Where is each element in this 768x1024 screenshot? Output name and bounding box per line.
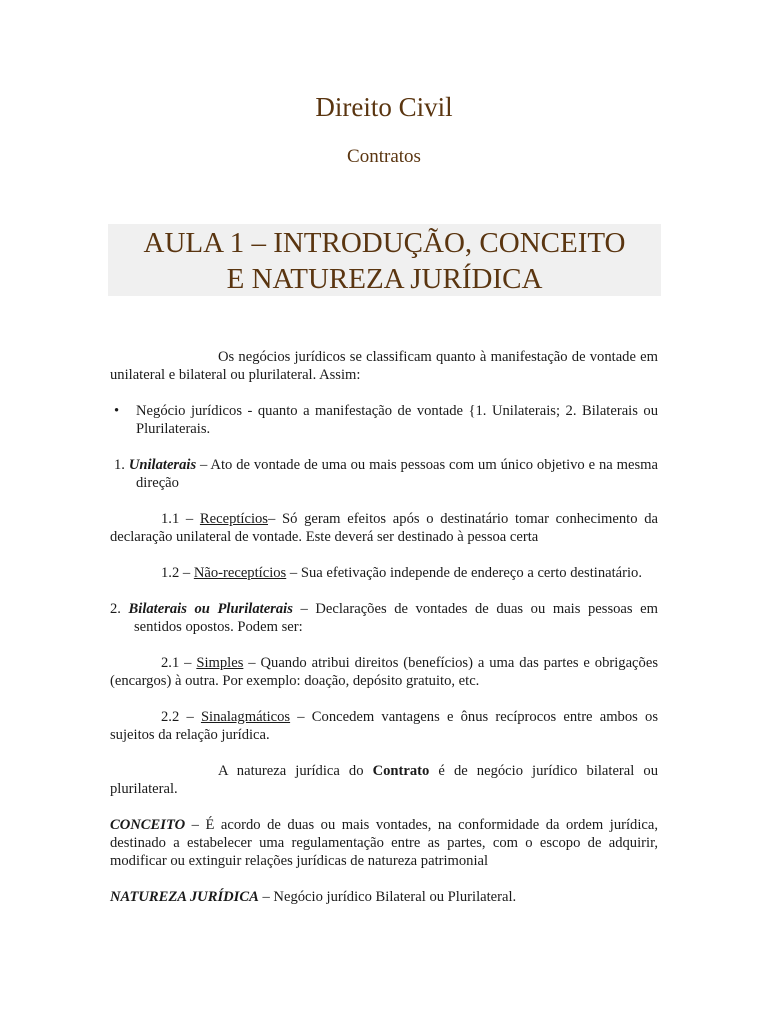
item-number: 2.2 – — [161, 709, 194, 725]
term-natureza-juridica: NATUREZA JURÍDICA — [110, 889, 259, 905]
item-text: – Ato de vontade de uma ou mais pessoas com um único objetivo e na mesma direção — [136, 457, 658, 491]
item-recepticios — [110, 510, 658, 546]
concept-paragraph — [110, 816, 658, 870]
item-number: 2.1 – — [161, 655, 192, 671]
lesson-heading-line1: AULA 1 – INTRODUÇÃO, CONCEITO — [143, 227, 626, 259]
bullet-item — [110, 402, 658, 438]
lesson-heading — [108, 224, 661, 296]
legal-nature-text: – Negócio jurídico Bilateral ou Plurilateral. — [258, 889, 517, 905]
page-subtitle: Contratos — [347, 146, 421, 167]
legal-nature-paragraph — [110, 888, 658, 906]
item-number: 2. — [110, 601, 121, 617]
item-simples — [110, 654, 658, 690]
intro-paragraph: Os negócios jurídicos se classificam quanto à manifestação de vontade em unilateral e bilateral ou plurilateral. Assim: — [110, 349, 658, 383]
term-sinalagmaticos: Sinalagmáticos — [200, 709, 291, 725]
item-text: – Concedem vantagens e ônus recíprocos entre ambos os sujeitos da relação jurídica. — [110, 709, 658, 743]
item-sinalagmaticos — [110, 708, 658, 744]
term-contrato: Contrato — [372, 763, 430, 779]
item-number: 1.1 – — [161, 511, 194, 527]
term-nao-recepticios: Não-receptícios — [193, 565, 287, 581]
lesson-heading-line2: E NATUREZA JURÍDICA — [226, 263, 543, 295]
item-text: – Quando atribui direitos (benefícios) a uma das partes e obrigações (encargos) à outra. Por exemplo: doação, depósito gratuito, etc. — [110, 655, 658, 689]
concept-text: – É acordo de duas ou mais vontades, na conformidade da ordem jurídica, destinado a estabelecer uma regulamentação entre as partes, com o escopo de adquirir, modificar ou extinguir relações jurídicas de natureza patrimonial — [110, 817, 658, 869]
term-simples: Simples — [196, 655, 244, 671]
document-body — [110, 348, 658, 906]
item-number: 1.2 – — [161, 565, 191, 581]
term-conceito: CONCEITO — [110, 817, 186, 833]
item-text: – Declarações de vontades de duas ou mais pessoas em sentidos opostos. Podem ser: — [134, 601, 658, 635]
term-recepticios: Receptícios — [199, 511, 268, 527]
item-text: – Sua efetivação independe de endereço a certo destinatário. — [286, 565, 642, 581]
nature-paragraph — [110, 762, 658, 798]
item-bilaterais — [110, 600, 658, 636]
bullet-text: Negócio jurídicos - quanto a manifestação de vontade {1. Unilaterais; 2. Bilaterais ou Plurilaterais. — [136, 403, 658, 437]
nature-text-after: é de negócio jurídico bilateral ou plurilateral. — [110, 763, 658, 797]
nature-text-before: A natureza jurídica do — [218, 763, 373, 779]
item-number: 1. — [114, 457, 125, 473]
bullet-icon: • — [114, 403, 120, 419]
item-text: – Só geram efeitos após o destinatário tomar conhecimento da declaração unilateral de vontade. Este deverá ser destinado à pessoa certa — [110, 511, 658, 545]
item-unilaterais — [110, 456, 658, 492]
term-unilaterais: Unilaterais — [128, 457, 197, 473]
term-bilaterais: Bilaterais ou Plurilaterais — [128, 601, 293, 617]
item-nao-recepticios — [110, 564, 658, 582]
page-title: Direito Civil — [315, 92, 453, 122]
